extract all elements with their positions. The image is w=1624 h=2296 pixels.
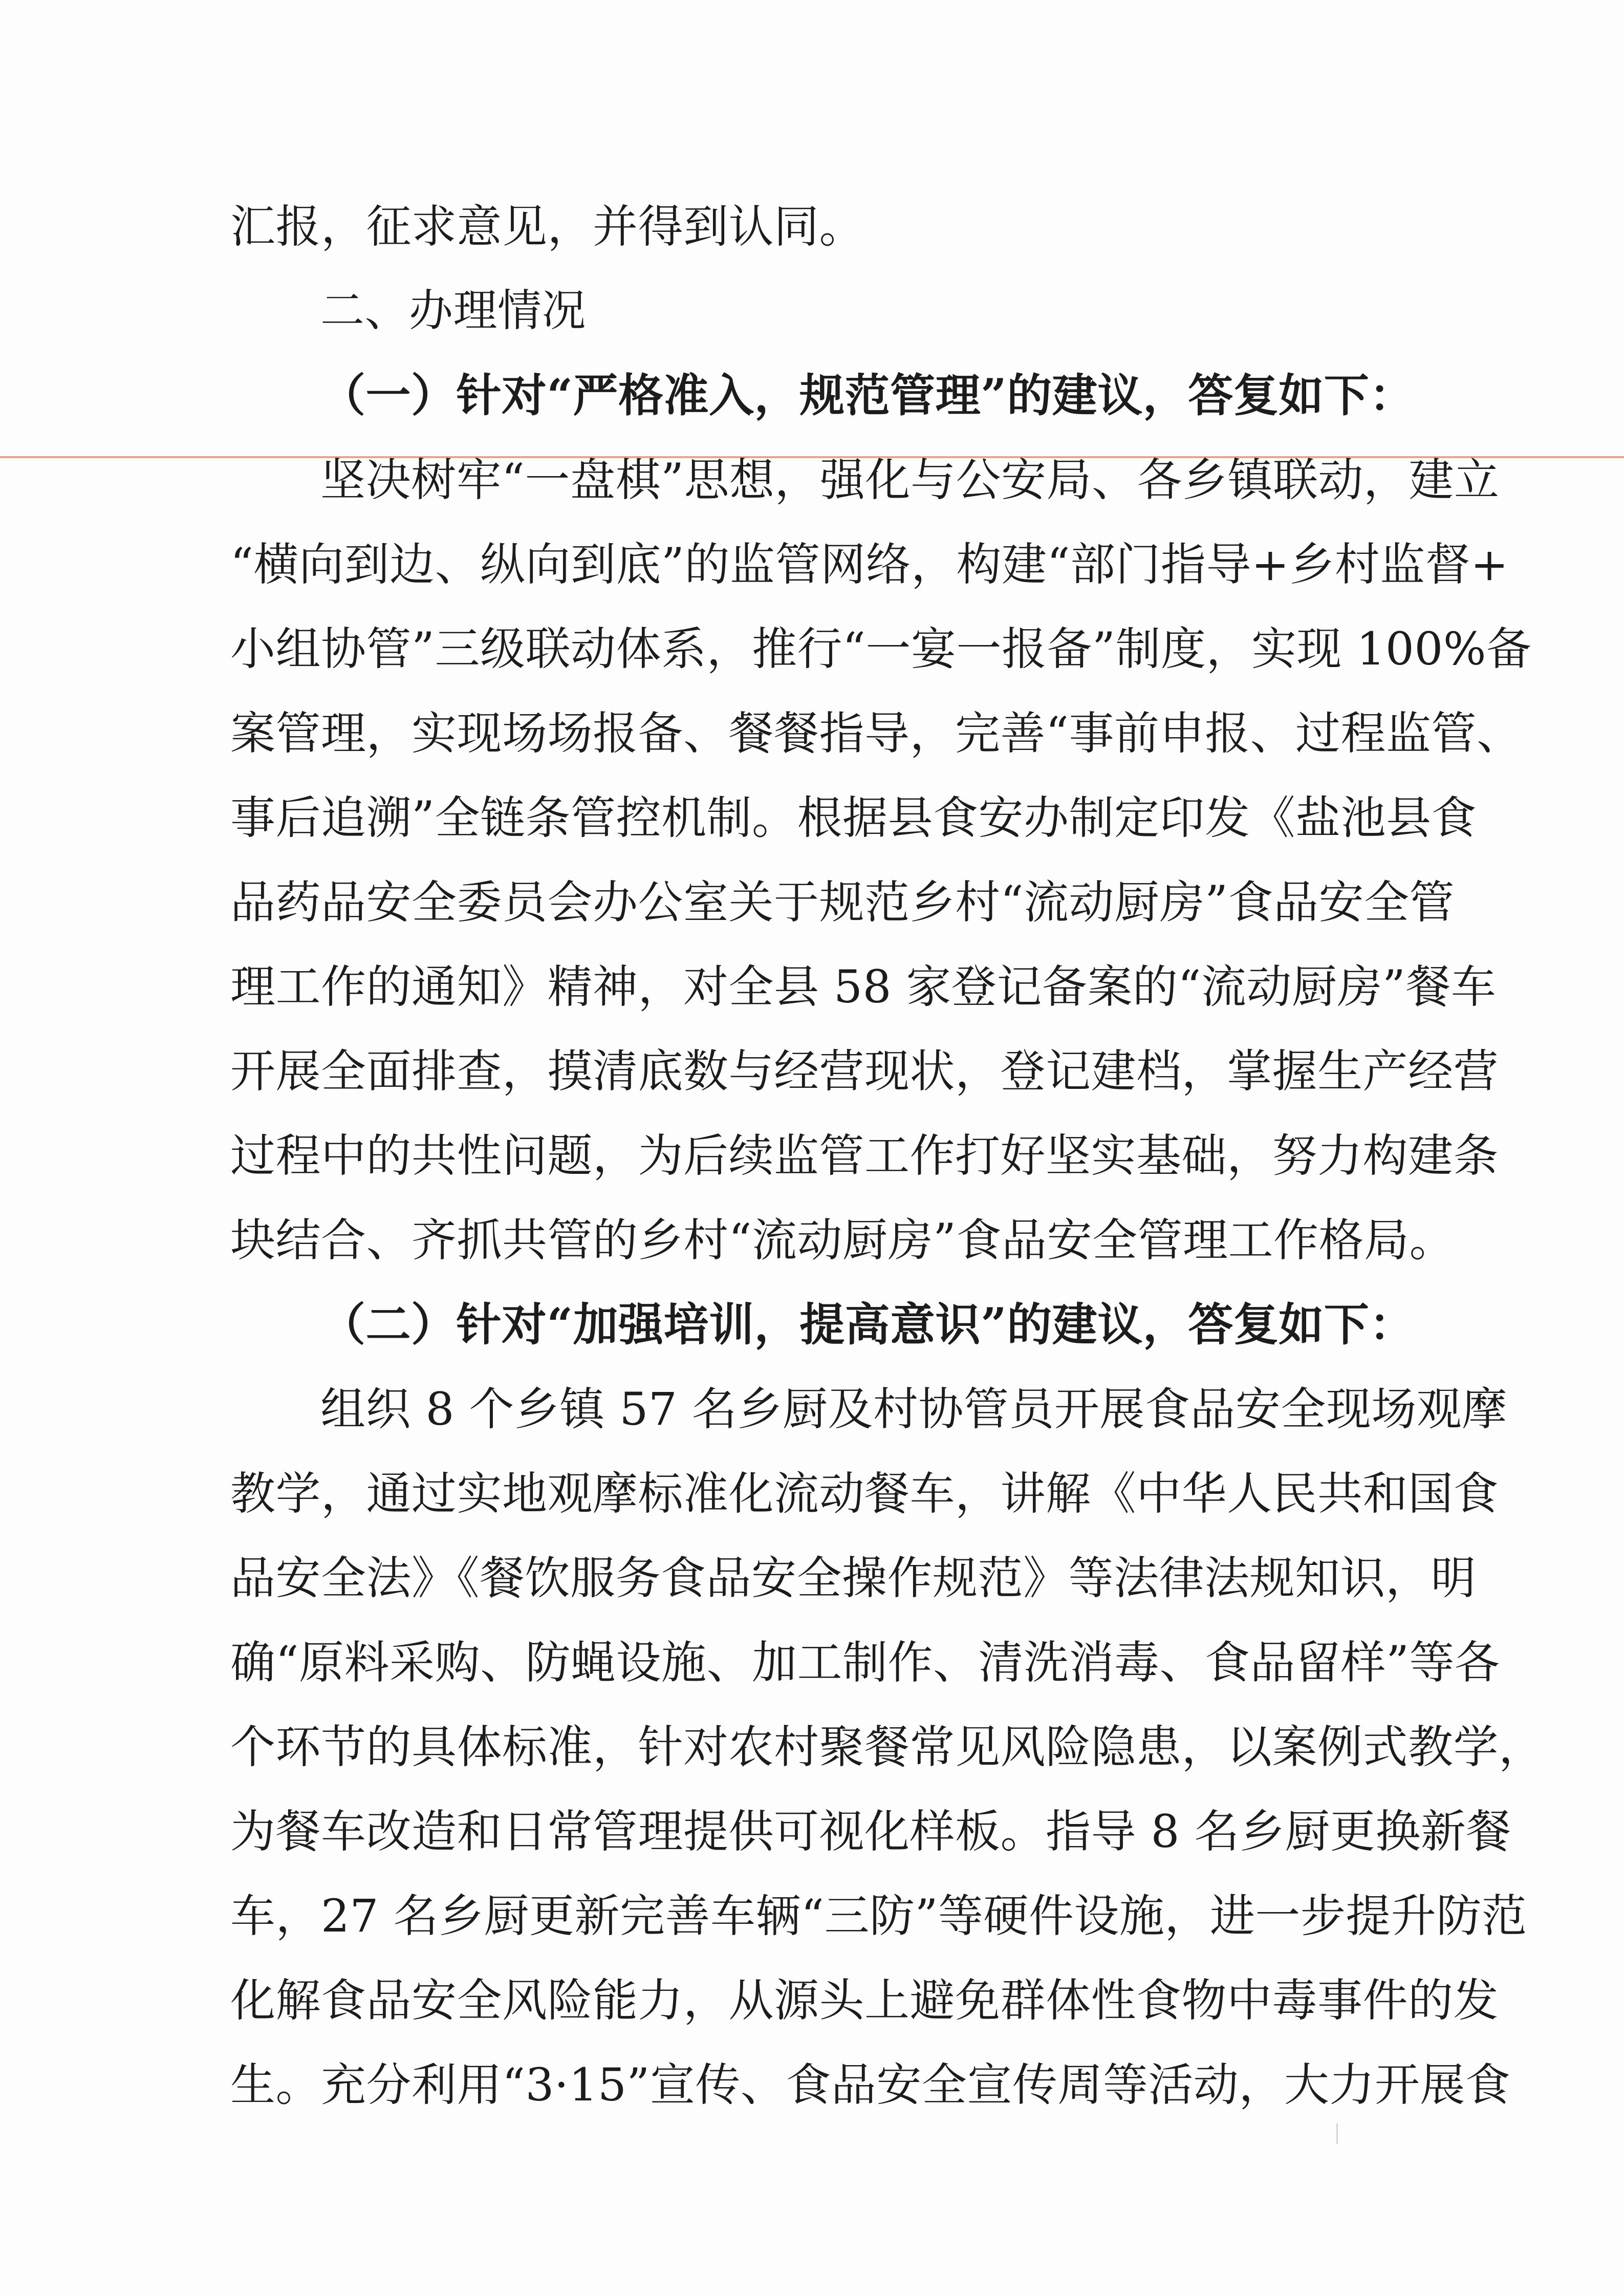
paragraph-line: 事后追溯”全链条管控机制。根据县食安办制定印发《盐池县食 [230, 791, 1477, 844]
paragraph-line: 案管理，实现场场报备、餐餐指导，完善“事前申报、过程监管、 [230, 707, 1522, 760]
paragraph-line: 汇报，征求意见，并得到认同。 [230, 200, 865, 253]
paragraph-line: 品药品安全委员会办公室关于规范乡村“流动厨房”食品安全管 [230, 876, 1455, 929]
paragraph-line: 过程中的共性问题，为后续监管工作打好坚实基础，努力构建条 [230, 1129, 1499, 1182]
paragraph-line: 理工作的通知》精神，对全县 58 家登记备案的“流动厨房”餐车 [230, 960, 1497, 1013]
paragraph-line: “横向到边、纵向到底”的监管网络，构建“部门指导+乡村监督+ [230, 538, 1509, 591]
paragraph-line: 坚决树牢“一盘棋”思想，强化与公安局、各乡镇联动，建立 [320, 454, 1500, 506]
document-body [230, 184, 1544, 2127]
paragraph-line: 小组协管”三级联动体系，推行“一宴一报备”制度，实现 100%备 [230, 623, 1532, 675]
paragraph-line: 品安全法》《餐饮服务食品安全操作规范》等法律法规知识，明 [230, 1552, 1477, 1604]
paragraph-line: 为餐车改造和日常管理提供可视化样板。指导 8 名乡厨更换新餐 [230, 1805, 1511, 1858]
paragraph-line: 块结合、齐抓共管的乡村“流动厨房”食品安全管理工作格局。 [230, 1214, 1455, 1267]
paragraph-line: 生。充分利用“3·15”宣传、食品安全宣传周等活动，大力开展食 [230, 2058, 1511, 2111]
paragraph-line: 个环节的具体标准，针对农村聚餐常见风险隐患，以案例式教学， [230, 1721, 1544, 1773]
paragraph-line: 组织 8 个乡镇 57 名乡厨及村协管员开展食品安全现场观摩 [320, 1383, 1507, 1435]
section-heading: 二、办理情况 [320, 285, 586, 336]
sub-heading-2: （二）针对“加强培训，提高意识”的建议，答复如下： [320, 1298, 1415, 1351]
scan-mark [1336, 2123, 1338, 2144]
paragraph-line: 化解食品安全风险能力，从源头上避免群体性食物中毒事件的发 [230, 1974, 1499, 2027]
sub-heading-1: （一）针对“严格准入，规范管理”的建议，答复如下： [320, 369, 1415, 422]
paragraph-line: 教学，通过实地观摩标准化流动餐车，讲解《中华人民共和国食 [230, 1467, 1499, 1520]
paragraph-line: 确“原料采购、防蝇设施、加工制作、清洗消毒、食品留样”等各 [230, 1636, 1500, 1689]
paragraph-line: 车，27 名乡厨更新完善车辆“三防”等硬件设施，进一步提升防范 [230, 1890, 1527, 1942]
paragraph-line: 开展全面排查，摸清底数与经营现状，登记建档，掌握生产经营 [230, 1045, 1499, 1098]
